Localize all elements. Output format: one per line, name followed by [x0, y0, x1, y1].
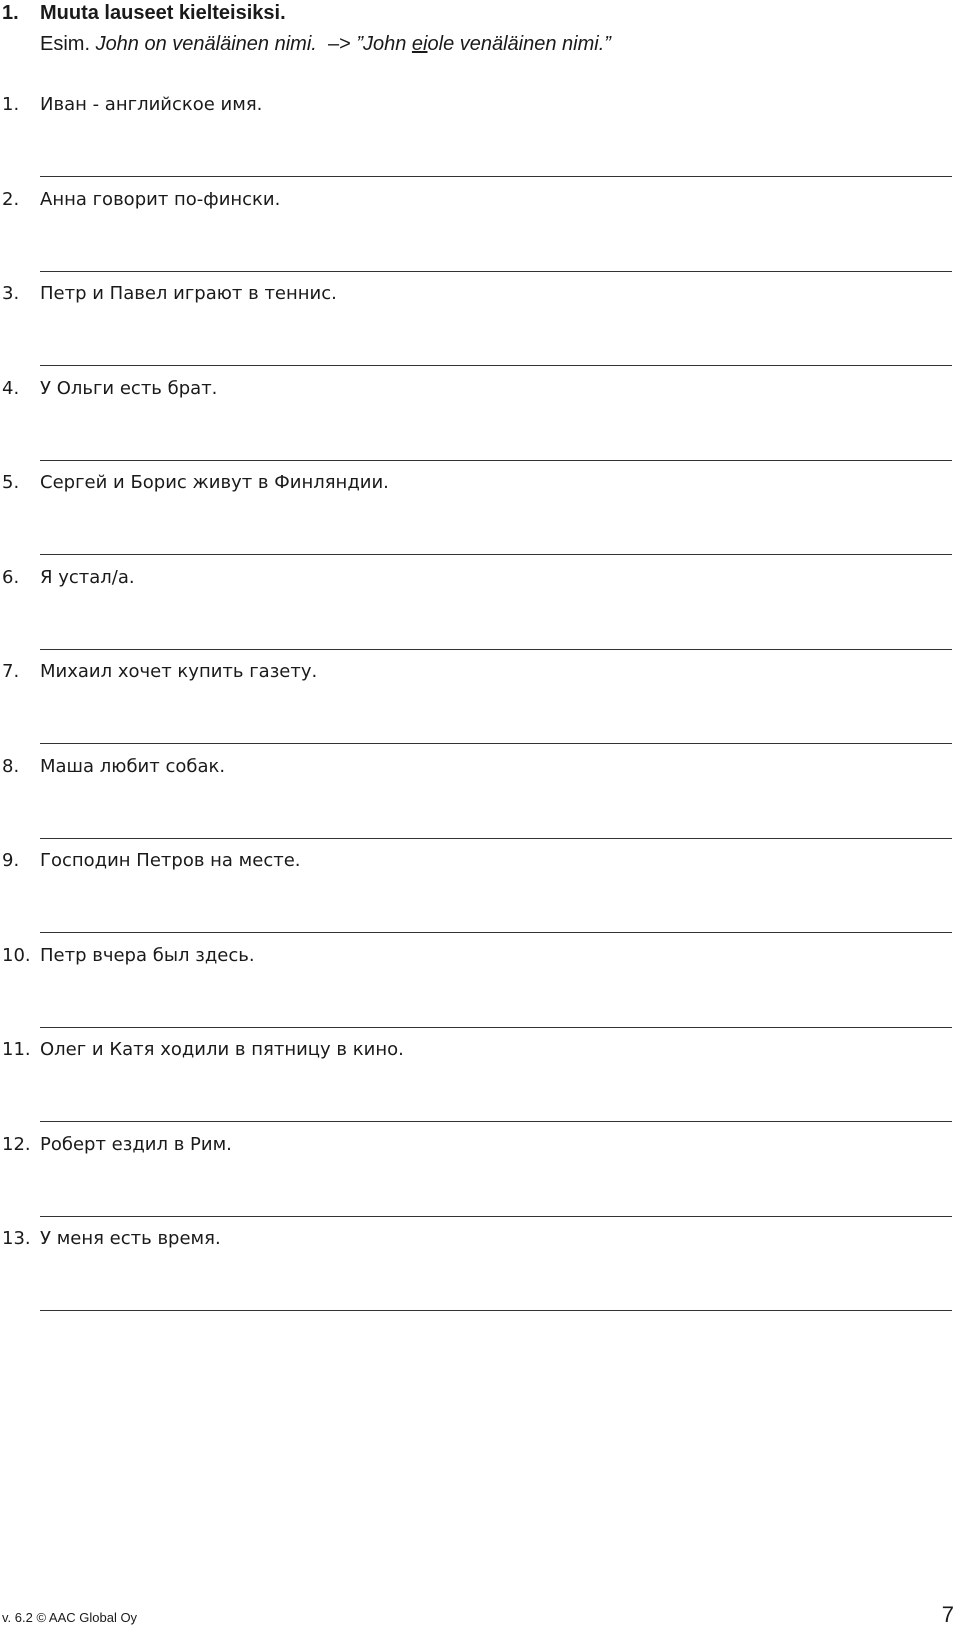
item-sentence: Михаил хочет купить газету.: [40, 661, 318, 682]
answer-line[interactable]: [40, 365, 952, 366]
example-answer-open: ”John: [356, 33, 407, 55]
exercise-title: Muuta lauseet kielteisiksi.: [40, 2, 286, 24]
exercise-heading: [2, 0, 286, 26]
item-number: 3.: [2, 283, 20, 304]
exercise-item: [2, 187, 280, 213]
exercise-item: [2, 565, 135, 591]
exercise-item: [2, 376, 217, 402]
item-number: 7.: [2, 661, 20, 682]
item-number: 2.: [2, 189, 20, 210]
page-number: 7: [941, 1602, 954, 1627]
item-sentence: Роберт ездил в Рим.: [40, 1134, 232, 1155]
example-arrow: –>: [327, 33, 351, 55]
answer-line[interactable]: [40, 271, 952, 272]
footer-version: v. 6.2 © AAC Global Oy: [2, 1610, 138, 1625]
exercise-item: [2, 470, 389, 496]
answer-line[interactable]: [40, 1310, 952, 1311]
item-sentence: Я устал/а.: [40, 567, 135, 588]
item-number: 11.: [2, 1039, 31, 1060]
item-number: 4.: [2, 378, 20, 399]
answer-line[interactable]: [40, 743, 952, 744]
item-sentence: Маша любит собак.: [40, 756, 226, 777]
item-number: 9.: [2, 850, 20, 871]
exercise-item: [2, 281, 337, 307]
example-answer-negation: ei: [411, 33, 428, 55]
exercise-item: [2, 848, 301, 874]
example-label: Esim.: [40, 33, 90, 55]
answer-line[interactable]: [40, 649, 952, 650]
exercise-number: 1.: [2, 2, 19, 24]
item-number: 8.: [2, 756, 20, 777]
item-sentence: Господин Петров на месте.: [40, 850, 301, 871]
answer-line[interactable]: [40, 1027, 952, 1028]
example-line: [40, 31, 611, 57]
item-sentence: У меня есть время.: [40, 1228, 221, 1249]
exercise-item: [2, 943, 255, 969]
exercise-item: [2, 754, 225, 780]
answer-line[interactable]: [40, 554, 952, 555]
item-sentence: Сергей и Борис живут в Финляндии.: [40, 472, 389, 493]
answer-line[interactable]: [40, 1121, 952, 1122]
item-number: 6.: [2, 567, 20, 588]
item-number: 5.: [2, 472, 20, 493]
item-sentence: Петр и Павел играют в теннис.: [40, 283, 337, 304]
example-answer-rest: ole venäläinen nimi.”: [427, 33, 611, 55]
item-number: 10.: [2, 945, 31, 966]
item-sentence: Олег и Катя ходили в пятницу в кино.: [40, 1039, 404, 1060]
exercise-item: [2, 659, 317, 685]
answer-line[interactable]: [40, 176, 952, 177]
exercise-item: [2, 92, 262, 118]
item-number: 1.: [2, 94, 20, 115]
answer-line[interactable]: [40, 1216, 952, 1217]
item-number: 12.: [2, 1134, 31, 1155]
example-sentence: John on venäläinen nimi.: [95, 33, 317, 55]
answer-line[interactable]: [40, 460, 952, 461]
exercise-item: [2, 1132, 232, 1158]
item-number: 13.: [2, 1228, 31, 1249]
answer-line[interactable]: [40, 932, 952, 933]
item-sentence: Иван - английское имя.: [40, 94, 263, 115]
answer-line[interactable]: [40, 838, 952, 839]
item-sentence: Петр вчера был здесь.: [40, 945, 255, 966]
item-sentence: У Ольги есть брат.: [40, 378, 218, 399]
exercise-item: [2, 1226, 221, 1252]
exercise-item: [2, 1037, 404, 1063]
item-sentence: Анна говорит по-фински.: [40, 189, 281, 210]
